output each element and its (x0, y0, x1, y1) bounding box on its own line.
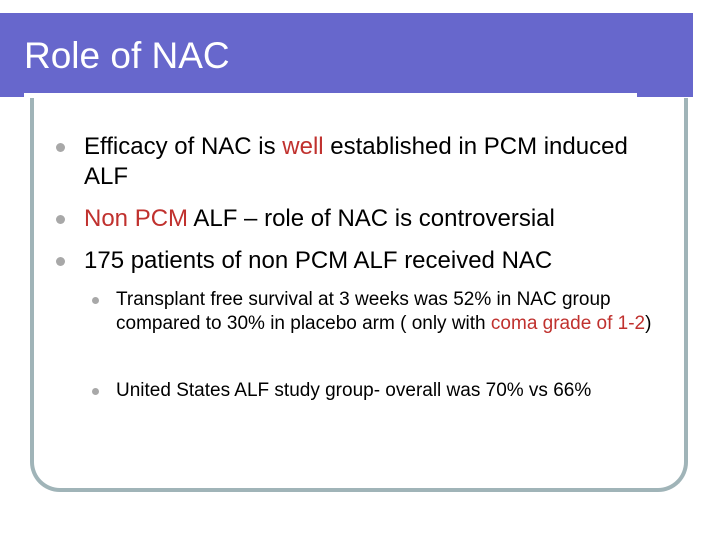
bullet-text-part: Efficacy of NAC is (84, 133, 283, 160)
highlight-text: well (282, 133, 324, 160)
bullet-text-part: established in PCM induced ALF (84, 133, 628, 190)
bullet-text-part: ALF – role of NAC is controversial (188, 205, 555, 232)
bullet-text: 175 patients of non PCM ALF received NAC (84, 247, 553, 274)
bullet-dot-icon (56, 257, 65, 266)
bullet-dot-icon (56, 215, 65, 224)
highlight-text: Non PCM (84, 205, 189, 232)
bullet-text (84, 132, 664, 192)
sub-bullet-item (96, 288, 676, 336)
sub-bullet-text (116, 288, 676, 336)
sub-bullet-item (96, 379, 676, 403)
highlight-text: coma grade of 1-2 (490, 313, 646, 334)
bullet-dot-icon (56, 143, 65, 152)
slide-title: Role of NAC (24, 35, 230, 76)
sub-bullet-text-part: Transplant free survival at 3 weeks was 52% in NAC group compared to 30% in placebo arm ( only with (116, 289, 611, 334)
bullet-item (64, 246, 664, 276)
sub-bullet-text: United States ALF study group- overall was 70% vs 66% (116, 380, 592, 401)
sub-bullet-dot-icon (92, 297, 99, 304)
sub-bullet-text-part: ) (645, 313, 652, 334)
sub-bullet-dot-icon (92, 388, 99, 395)
bullet-text (84, 204, 664, 234)
bullet-item (64, 132, 664, 192)
bullet-item (64, 204, 664, 234)
